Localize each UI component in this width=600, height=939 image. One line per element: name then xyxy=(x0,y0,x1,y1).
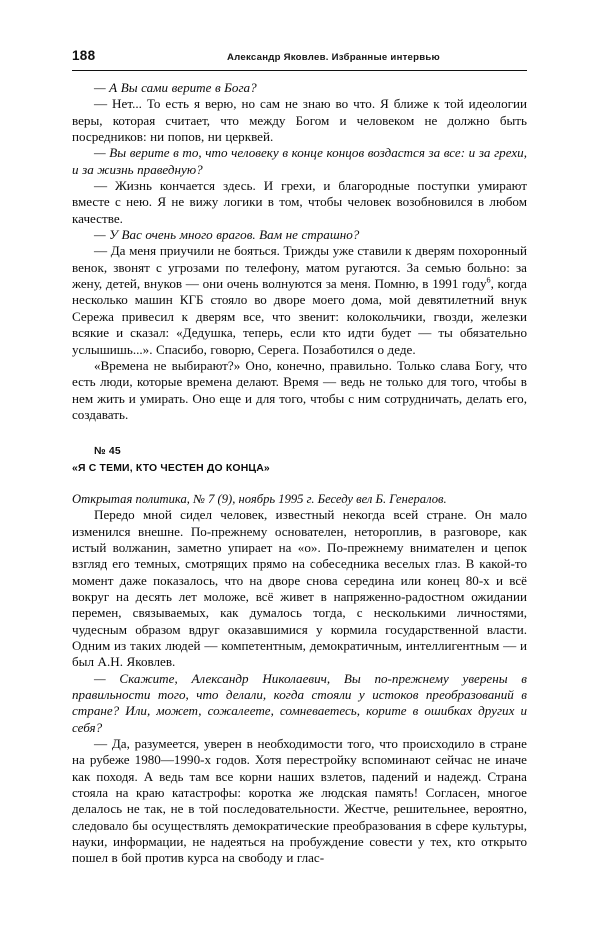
interview-answer: — Нет... То есть я верю, но сам не знаю во что. Я ближе к той идеологии веры, которая считает, что между Богом и человеком не должно быть посредников: ни попов, ни церквей. xyxy=(72,96,527,145)
header-divider-rule xyxy=(72,70,527,71)
text-column xyxy=(72,80,527,867)
section-lead-paragraph: Передо мной сидел человек, известный некогда всей стране. Он мало изменился внешне. По-прежнему основателен, нетороплив, в разговоре, как истый волжанин, заметно упирает на «о». По-прежнему внимателен и цепок взгляд его темных, смотрящих прямо на собеседника веселых глаз. В какой-то момент даже показалось, что на дворе снова середина или конец 80-х и всё вокруг на десять лет моложе, всё живет в напряженно-радостном ожидании перемен, связываемых, как думалось тогда, с несколькими личностями, чудесным образом вдруг оказавшимися у кормила государственной власти. Одним из таких людей — компетентным, демократичным, интеллигентным — и был А.Н. Яковлев. xyxy=(72,507,527,670)
section-title: «Я С ТЕМИ, КТО ЧЕСТЕН ДО КОНЦА» xyxy=(72,463,270,475)
interview-question: — Вы верите в то, что человеку в конце концов воздастся за все: и за грехи, и за жизнь праведную? xyxy=(72,145,527,177)
interview-question: — А Вы сами верите в Бога? xyxy=(94,80,257,95)
interview-section-45 xyxy=(72,446,527,867)
interview-question: — Скажите, Александр Николаевич, Вы по-прежнему уверены в правильности того, что делали, когда стояли у истоков преобразований в стране? Или, может, сожалеете, сомневаетесь, корите в ошибках других и себя? xyxy=(72,670,527,735)
running-head-title: Александр Яковлев. Избранные интервью xyxy=(227,52,440,63)
answer-text-after-footnote: , когда несколько машин КГБ стояло во дворе моего дома, мой девятилетний внук Сережа привесил к дверям все, что звенит: колокольчики, гвозди, железки всякие и сказал: «Дедушка, теперь, если кто идти будет — ты обязательно услышишь...». Спасибо, говорю, Серега. Позаботился о деде. xyxy=(72,276,527,357)
section-source-line: Открытая политика, № 7 (9), ноябрь 1995 г. Беседу вел Б. Генералов. xyxy=(72,492,447,507)
section-number: № 45 xyxy=(94,446,121,458)
interview-answer-with-footnote xyxy=(72,243,527,357)
interview-answer: — Жизнь кончается здесь. И грехи, и благородные поступки умирают вместе с нею. Я не вижу логики в том, чтобы человек возобновился в любом качестве. xyxy=(72,178,527,226)
running-head xyxy=(72,48,527,63)
answer-text-before-footnote: — Да меня приучили не бояться. Трижды уже ставили к дверям похоронный венок, звонят с угрозами по телефону, матом ругаются. За семью больно: за жену, детей, внуков — они очень волнуются за меня. Помню, в 1991 году xyxy=(72,243,527,292)
page-number: 188 xyxy=(72,48,96,63)
interview-answer: — Да, разумеется, уверен в необходимости того, что происходило в стране на рубеже 1980—1990-х годов. Хотя перестройку вспоминают сейчас не иначе как походя. А ведь там все корни наших взлетов, падений и надежд. Страна стояла на краю катастрофы: коротка же людская память! Согласен, многое делалось не так, не в той последовательности. Жестче, решительнее, вероятно, следовало бы осуществлять демократические преобразования в сфере культуры, науки, информации, не надеяться на пробуждение совести у тех, кто открыто пошел в бой против курса на свободу и глас- xyxy=(72,736,527,866)
interview-question: — У Вас очень много врагов. Вам не страшно? xyxy=(94,227,360,243)
interview-answer: «Времена не выбирают?» Оно, конечно, правильно. Только слава Богу, что есть люди, которые времена делают. Время — ведь не только для того, чтобы в нем жить и умирать. Оно еще и для того, чтобы с ним сотрудничать, делать его, создавать. xyxy=(72,357,527,422)
footnote-marker: 6 xyxy=(486,275,491,285)
